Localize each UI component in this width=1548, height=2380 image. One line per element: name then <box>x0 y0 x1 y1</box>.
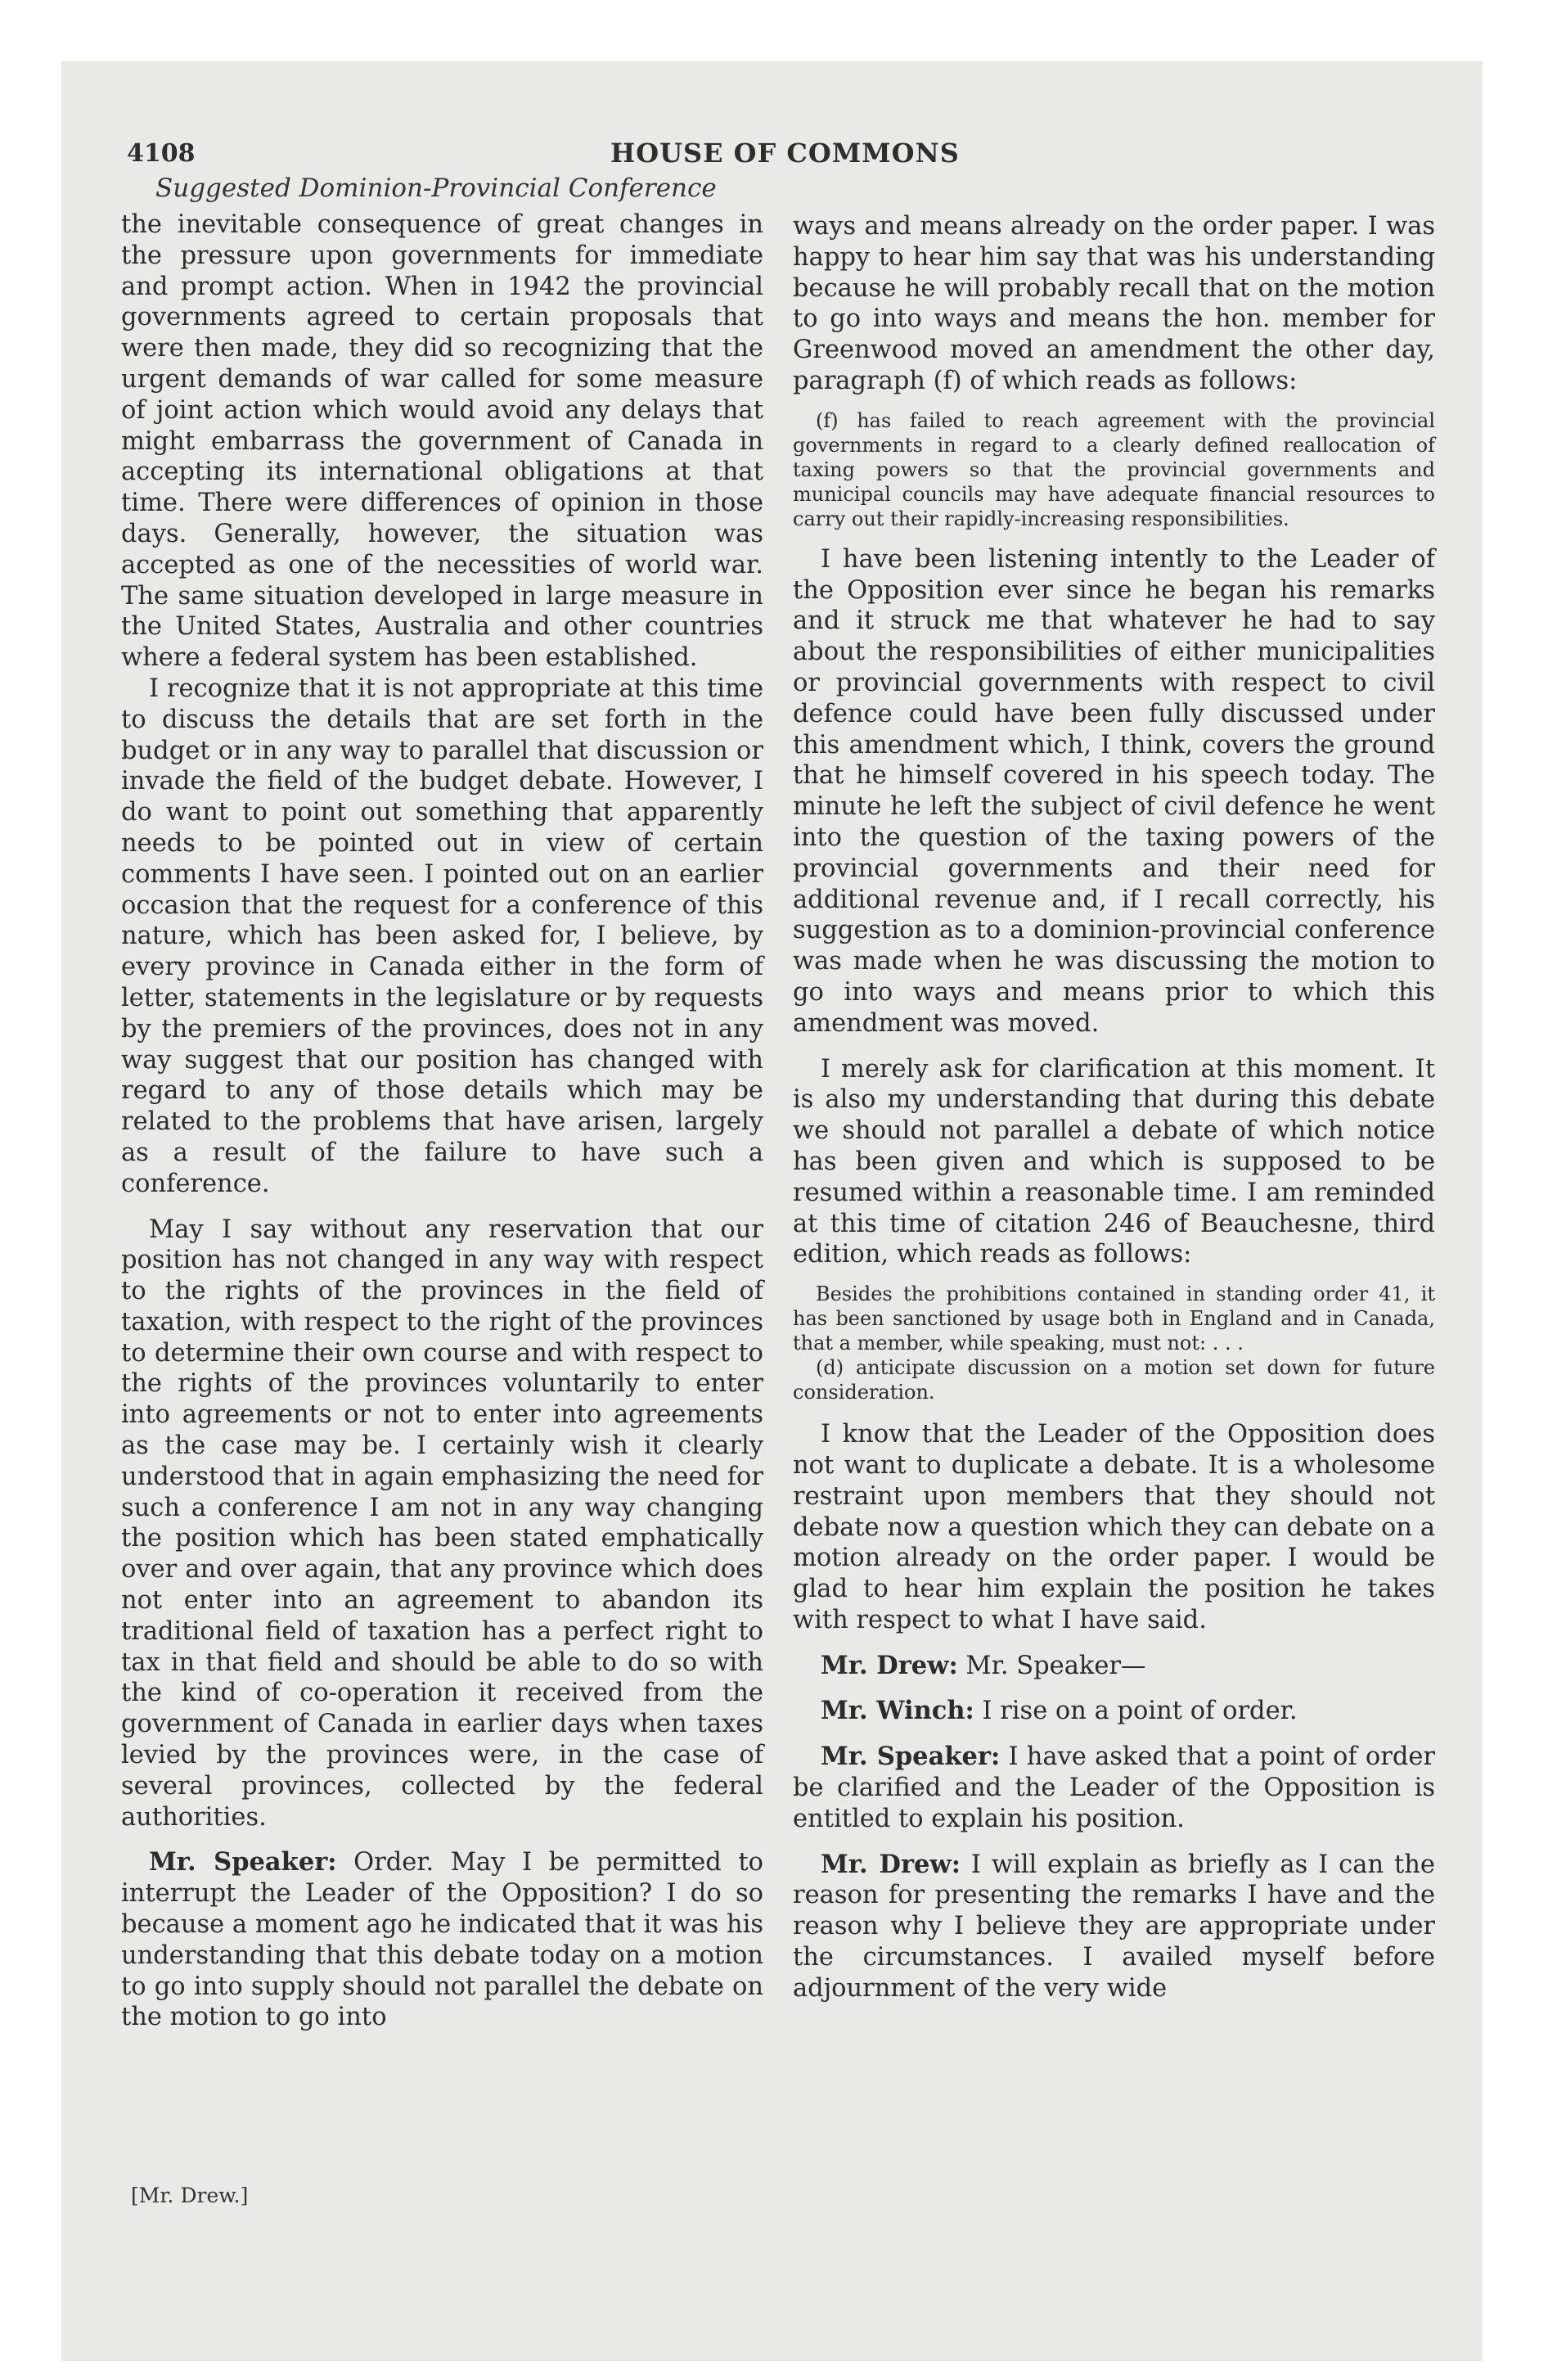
paragraph: I have been listening intently to the Leader of the Opposition ever since he began his remarks and it struck me that whatever he had to say about the responsibilities of either municipalities or provincial governments with respect to civil defence could have been fully discussed under this amendment which, I think, covers the ground that he himself covered in his speech today. The minute he left the subject of civil defence he went into the question of the taxing powers of the provincial governments and their need for additional revenue and, if I recall correctly, his suggestion as to a dominion-provincial conference was made when he was discussing the motion to go into ways and means prior to which this amendment was moved. <box>793 544 1435 1038</box>
paragraph: May I say without any reservation that our position has not changed in any way with respect to the rights of the provinces in the field of taxation, with respect to the right of the provinces to determine their own course and with respect to the rights of the provinces voluntarily to enter into agreements or not to enter into agreements as the case may be. I certainly wish it clearly understood that in again emphasizing the need for such a conference I am not in any way changing the position which has been stated emphatically over and over again, that any province which does not enter into an agreement to abandon its traditional field of taxation has a perfect right to tax in that field and should be able to do so with the kind of co-operation it received from the government of Canada in earlier days when taxes levied by the provinces were, in the case of several provinces, collected by the federal authorities. <box>121 1215 763 1832</box>
block-quote: Besides the prohibitions contained in standing order 41, it has been sanctioned by usage both in England and in Canada, that a member, while speaking, must not: . . . <box>793 1282 1435 1355</box>
subject-heading: Suggested Dominion-Provincial Conference <box>155 174 717 203</box>
paragraph: I merely ask for clarification at this moment. It is also my understanding that during this debate we should not parallel a debate of which notice has been given and which is supposed to be resumed within a reasonable time. I am reminded at this time of citation 246 of Beauchesne, third edition, which reads as follows: <box>793 1054 1435 1269</box>
speech-paragraph <box>793 1850 1435 2004</box>
speaker-name: Mr. Drew: <box>821 1849 961 1879</box>
paragraph: ways and means already on the order paper. I was happy to hear him say that was his understanding because he will probably recall that on the motion to go into ways and means the hon. member for Greenwood moved an amendment the other day, paragraph (f) of which reads as follows: <box>793 212 1435 395</box>
speech-text: I have asked that a point of order be clarified and the Leader of the Opposition is entitled to explain his position. <box>793 1742 1435 1833</box>
right-column <box>793 211 1435 2004</box>
left-column <box>121 210 763 2033</box>
speech-text: I will explain as briefly as I can the reason for presenting the remarks I have and the reason why I believe they are appropriate under the circumstances. I availed myself before adjournment of the very wide <box>793 1850 1435 2003</box>
speech-text: Mr. Speaker— <box>957 1651 1146 1680</box>
speech-text: I rise on a point of order. <box>974 1697 1298 1726</box>
running-head: HOUSE OF COMMONS <box>610 137 960 169</box>
block-quote: (f) has failed to reach agreement with the provincial governments in regard to a clearly defined reallocation of taxing powers so that the provincial governments and municipal councils may have adequate financial resources to carry out their rapidly-increasing responsibilities. <box>793 408 1435 530</box>
speaker-name: Mr. Winch: <box>821 1696 974 1726</box>
footer-attribution: [Mr. Drew.] <box>131 2184 249 2207</box>
page-number: 4108 <box>127 139 196 168</box>
speaker-name: Mr. Speaker: <box>821 1742 1001 1772</box>
paragraph: the inevitable consequence of great changes in the pressure upon governments for immediate and prompt action. When in 1942 the provincial governments agreed to certain proposals that were then made, they did so recognizing that the urgent demands of war called for some measure of joint action which would avoid any delays that might embarrass the government of Canada in accepting its international obligations at that time. There were differences of opinion in those days. Generally, however, the situation was accepted as one of the necessities of world war. The same situation developed in large measure in the United States, Australia and other countries where a federal system has been established. <box>121 210 763 673</box>
paragraph: I know that the Leader of the Opposition does not want to duplicate a debate. It is a wholesome restraint upon members that they should not debate now a question which they can debate on a motion already on the order paper. I would be glad to hear him explain the position he takes with respect to what I have said. <box>793 1420 1435 1634</box>
speech-paragraph <box>121 1847 763 2033</box>
speech-paragraph <box>793 1696 1435 1727</box>
block-quote: (d) anticipate discussion on a motion set down for future consideration. <box>793 1356 1435 1404</box>
speech-paragraph <box>793 1651 1435 1682</box>
speaker-name: Mr. Drew: <box>821 1650 958 1680</box>
speaker-name: Mr. Speaker: <box>149 1847 337 1877</box>
speech-text: Order. May I be permitted to interrupt the Leader of the Opposition? I do so because a moment ago he indicated that it was his understanding that this debate today on a motion to go into supply should not parallel the debate on the motion to go into <box>121 1848 764 2032</box>
paragraph: I recognize that it is not appropriate at this time to discuss the details that are set forth in the budget or in any way to parallel that discussion or invade the field of the budget debate. However, I do want to point out something that apparently needs to be pointed out in view of certain comments I have seen. I pointed out on an earlier occasion that the request for a conference of this nature, which has been asked for, I believe, by every province in Canada either in the form of letter, statements in the legislature or by requests by the premiers of the provinces, does not in any way suggest that our position has changed with regard to any of those details which may be related to the problems that have arisen, largely as a result of the failure to have such a conference. <box>121 674 763 1198</box>
speech-paragraph <box>793 1742 1435 1834</box>
